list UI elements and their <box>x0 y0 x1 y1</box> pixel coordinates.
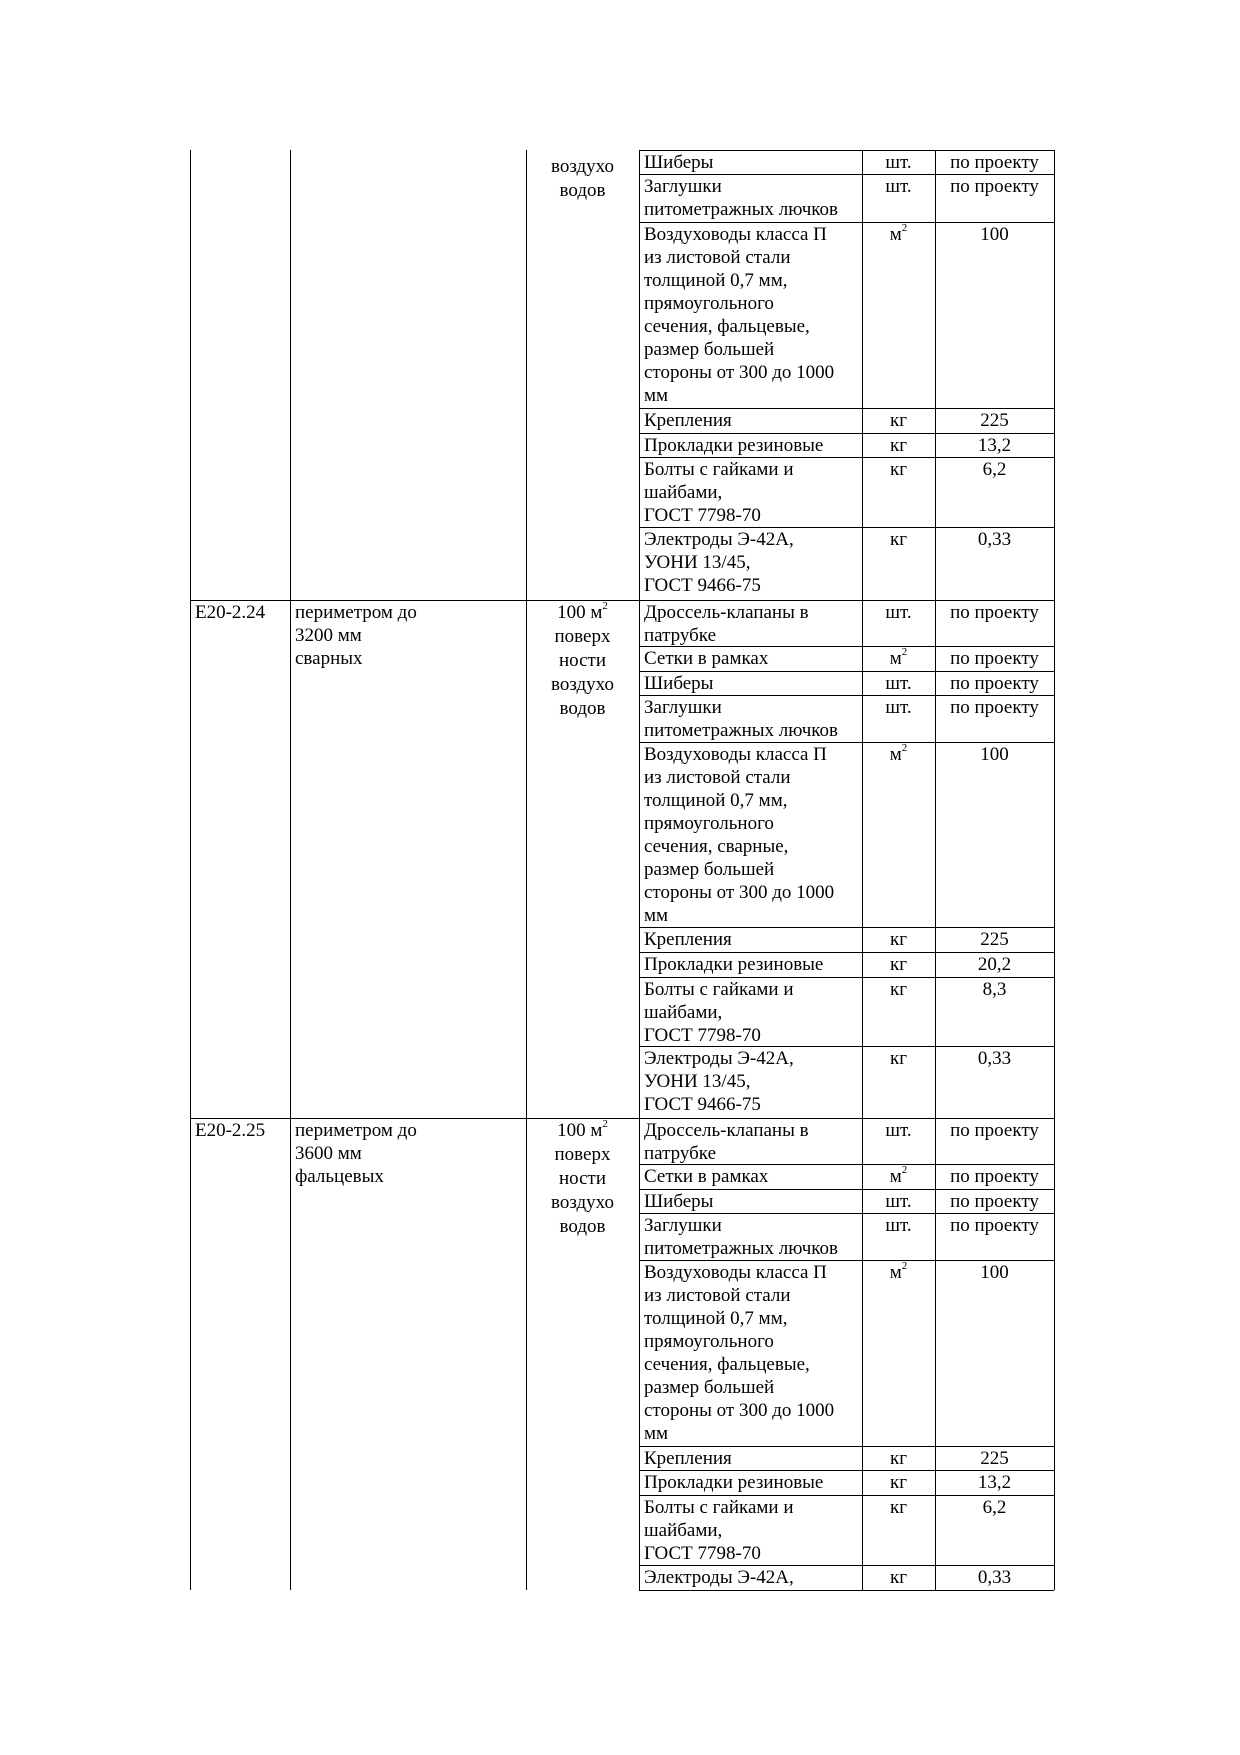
resource-name: Воздуховоды класса П из листовой стали толщиной 0,7 мм, прямоугольного сечения, сварные, размер большей стороны от 300 до 1000 мм <box>644 744 835 926</box>
rate-code: Е20-2.24 <box>195 602 266 623</box>
table-border-left <box>190 150 191 1590</box>
resource-name: Электроды Э-42А, <box>644 1567 794 1588</box>
resource-border-left <box>639 150 640 600</box>
resource-name: Электроды Э-42А, УОНИ 13/45, ГОСТ 9466-75 <box>644 529 794 596</box>
resource-unit: кг <box>889 1472 908 1493</box>
resource-quantity: 100 <box>980 224 1009 245</box>
resource-border-right <box>1054 150 1055 600</box>
resource-quantity: по проекту <box>950 673 1039 694</box>
resource-name: Сетки в рамках <box>644 1166 769 1187</box>
resource-quantity: 225 <box>980 1448 1009 1469</box>
resource-unit: $м^2$ <box>889 1163 908 1187</box>
resource-unit: $м^2$ <box>889 1259 908 1283</box>
resource-name: Заглушки питометражных лючков <box>644 697 839 741</box>
resource-quantity: по проекту <box>950 1215 1039 1236</box>
resource-name: Заглушки питометражных лючков <box>644 1215 839 1259</box>
resource-unit: кг <box>889 954 908 975</box>
rate-unit-line: поверх <box>554 626 611 647</box>
resource-quantity: по проекту <box>950 1191 1039 1212</box>
rate-unit-line: водов <box>559 180 606 201</box>
resource-quantity: 100 <box>980 1262 1009 1283</box>
resource-quantity: 100 <box>980 744 1009 765</box>
resource-unit: шт. <box>885 602 912 623</box>
rate-unit-line: воздухо <box>551 674 614 695</box>
resource-name: Сетки в рамках <box>644 648 769 669</box>
resource-row-line <box>639 1590 1054 1591</box>
resource-name: Крепления <box>644 410 732 431</box>
resource-quantity: 8,3 <box>982 979 1007 1000</box>
resource-quantity: по проекту <box>950 1120 1039 1141</box>
resource-quantity: 225 <box>980 410 1009 431</box>
resource-quantity: 0,33 <box>977 1567 1012 1588</box>
resource-unit: шт. <box>885 152 912 173</box>
resource-quantity: по проекту <box>950 152 1039 173</box>
resource-border-right <box>1054 600 1055 1118</box>
resource-name: Заглушки питометражных лючков <box>644 176 839 220</box>
resource-name: Воздуховоды класса П из листовой стали толщиной 0,7 мм, прямоугольного сечения, фальцевые, размер большей стороны от 300 до 1000 мм <box>644 1262 835 1444</box>
resource-name: Прокладки резиновые <box>644 1472 824 1493</box>
resource-unit: шт. <box>885 697 912 718</box>
resource-name: Шиберы <box>644 1191 714 1212</box>
resource-unit: кг <box>889 435 908 456</box>
resource-unit: кг <box>889 1497 908 1518</box>
rate-name: периметром до 3600 мм фальцевых <box>295 1120 417 1187</box>
rate-unit-line: ности <box>558 1168 607 1189</box>
resource-unit: кг <box>889 979 908 1000</box>
rate-unit-line: поверх <box>554 1144 611 1165</box>
resource-unit: кг <box>889 529 908 550</box>
resource-name: Шиберы <box>644 152 714 173</box>
resource-quantity: по проекту <box>950 602 1039 623</box>
column-divider-code <box>290 150 291 1590</box>
rate-unit-line: воздухо <box>551 156 614 177</box>
rate-code: Е20-2.25 <box>195 1120 266 1141</box>
rate-unit-line: водов <box>559 1216 606 1237</box>
resource-quantity: по проекту <box>950 1166 1039 1187</box>
rate-unit-line: 100 $м^2$ <box>557 599 608 623</box>
resource-name: Шиберы <box>644 673 714 694</box>
resource-unit: кг <box>889 1048 908 1069</box>
rate-unit-line: ности <box>558 650 607 671</box>
resource-name: Болты с гайками и шайбами, ГОСТ 7798-70 <box>644 1497 794 1564</box>
resource-unit: $м^2$ <box>889 221 908 245</box>
resource-quantity: 0,33 <box>977 529 1012 550</box>
resource-unit: шт. <box>885 176 912 197</box>
resource-quantity: по проекту <box>950 648 1039 669</box>
resource-quantity: 225 <box>980 929 1009 950</box>
resource-unit: шт. <box>885 1120 912 1141</box>
rate-unit-line: воздухо <box>551 1192 614 1213</box>
resource-unit: кг <box>889 1448 908 1469</box>
rate-name: периметром до 3200 мм сварных <box>295 602 417 669</box>
resource-name: Крепления <box>644 929 732 950</box>
resource-unit: кг <box>889 459 908 480</box>
resource-quantity: 13,2 <box>977 435 1012 456</box>
resource-unit: кг <box>889 410 908 431</box>
resource-name: Прокладки резиновые <box>644 954 824 975</box>
resource-unit: шт. <box>885 1191 912 1212</box>
resource-name: Дроссель-клапаны в патрубке <box>644 602 809 646</box>
resource-name: Крепления <box>644 1448 732 1469</box>
resource-name: Дроссель-клапаны в патрубке <box>644 1120 809 1164</box>
resource-unit: $м^2$ <box>889 645 908 669</box>
resource-name: Прокладки резиновые <box>644 435 824 456</box>
resource-border-right <box>1054 1118 1055 1590</box>
resource-quantity: 6,2 <box>982 459 1007 480</box>
resource-quantity: 6,2 <box>982 1497 1007 1518</box>
resource-unit: шт. <box>885 1215 912 1236</box>
resource-quantity: по проекту <box>950 697 1039 718</box>
resource-unit: кг <box>889 1567 908 1588</box>
resource-quantity: по проекту <box>950 176 1039 197</box>
resource-quantity: 20,2 <box>977 954 1012 975</box>
resource-unit: кг <box>889 929 908 950</box>
resource-name: Болты с гайками и шайбами, ГОСТ 7798-70 <box>644 459 794 526</box>
resource-name: Электроды Э-42А, УОНИ 13/45, ГОСТ 9466-75 <box>644 1048 794 1115</box>
resource-name: Воздуховоды класса П из листовой стали толщиной 0,7 мм, прямоугольного сечения, фальцевые, размер большей стороны от 300 до 1000 мм <box>644 224 835 406</box>
column-divider-name <box>526 150 527 1590</box>
resource-border-left <box>639 600 640 1118</box>
resource-unit: $м^2$ <box>889 741 908 765</box>
resource-quantity: 0,33 <box>977 1048 1012 1069</box>
resource-quantity: 13,2 <box>977 1472 1012 1493</box>
rate-unit-line: водов <box>559 698 606 719</box>
rate-unit-line: 100 $м^2$ <box>557 1117 608 1141</box>
resource-name: Болты с гайками и шайбами, ГОСТ 7798-70 <box>644 979 794 1046</box>
resource-unit: шт. <box>885 673 912 694</box>
